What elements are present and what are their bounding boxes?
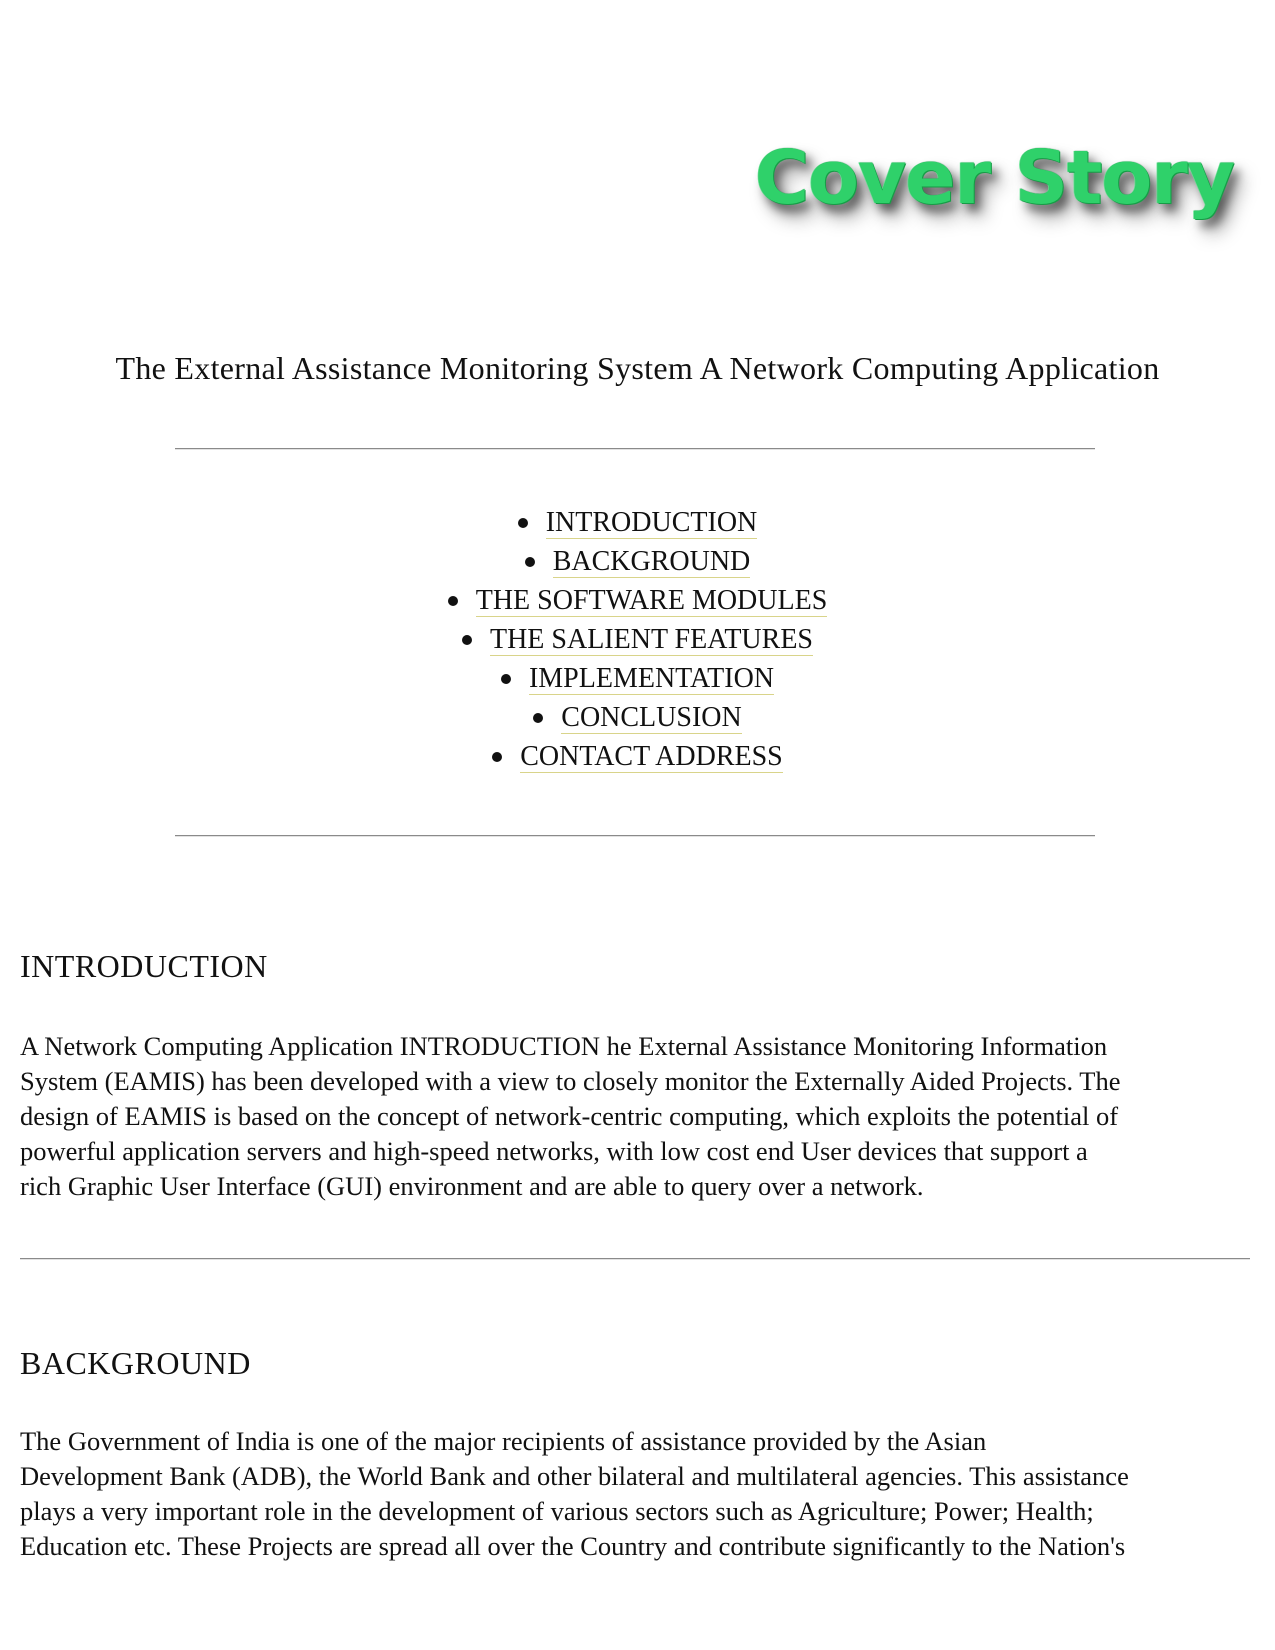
toc-item-conclusion bbox=[0, 698, 1275, 737]
toc-item-software-modules bbox=[0, 581, 1275, 620]
section-body-introduction bbox=[20, 1029, 1260, 1204]
page-subtitle: The External Assistance Monitoring System A Network Computing Application bbox=[115, 350, 1160, 386]
toc-link-contact-address[interactable]: CONTACT ADDRESS bbox=[520, 741, 783, 772]
table-of-contents bbox=[0, 503, 1275, 776]
bullet-icon bbox=[448, 596, 458, 606]
bullet-icon bbox=[525, 557, 535, 567]
toc-link-implementation[interactable]: IMPLEMENTATION bbox=[528, 663, 775, 694]
bullet-icon bbox=[518, 518, 528, 528]
bullet-icon bbox=[501, 674, 511, 684]
paragraph-line: design of EAMIS is based on the concept of network-centric computing, which exploits the potential of bbox=[20, 1101, 1119, 1131]
cover-story-logo-text: Cover Story bbox=[755, 135, 1235, 221]
section-heading-background: BACKGROUND bbox=[20, 1345, 251, 1381]
paragraph-line: rich Graphic User Interface (GUI) environment and are able to query over a network. bbox=[20, 1171, 924, 1201]
divider-top bbox=[175, 448, 1095, 450]
toc-link-introduction[interactable]: INTRODUCTION bbox=[545, 507, 758, 538]
section-body-background bbox=[20, 1424, 1260, 1564]
bullet-icon bbox=[533, 713, 543, 723]
cover-story-logo bbox=[755, 135, 1235, 245]
toc-item-salient-features bbox=[0, 620, 1275, 659]
toc-link-software-modules[interactable]: THE SOFTWARE MODULES bbox=[475, 585, 828, 616]
paragraph-line: System (EAMIS) has been developed with a view to closely monitor the Externally Aided Projects. The bbox=[20, 1066, 1121, 1096]
toc-item-introduction bbox=[0, 503, 1275, 542]
paragraph-line: A Network Computing Application INTRODUCTION he External Assistance Monitoring Information bbox=[20, 1031, 1108, 1061]
paragraph-line: Education etc. These Projects are spread all over the Country and contribute significantly to the Nation's bbox=[20, 1531, 1126, 1561]
bullet-icon bbox=[492, 752, 502, 762]
paragraph-line: Development Bank (ADB), the World Bank and other bilateral and multilateral agencies. This assistance bbox=[20, 1461, 1129, 1491]
toc-link-conclusion[interactable]: CONCLUSION bbox=[561, 702, 742, 733]
paragraph-line: plays a very important role in the development of various sectors such as Agriculture; Power; Health; bbox=[20, 1496, 1094, 1526]
divider-bottom-toc bbox=[175, 835, 1095, 837]
divider-section bbox=[20, 1258, 1250, 1260]
paragraph-line: The Government of India is one of the major recipients of assistance provided by the Asian bbox=[20, 1426, 987, 1456]
bullet-icon bbox=[462, 635, 472, 645]
toc-item-background bbox=[0, 542, 1275, 581]
toc-link-salient-features[interactable]: THE SALIENT FEATURES bbox=[489, 624, 814, 655]
toc-item-contact-address bbox=[0, 737, 1275, 776]
toc-link-background[interactable]: BACKGROUND bbox=[552, 546, 751, 577]
paragraph-line: powerful application servers and high-speed networks, with low cost end User devices that support a bbox=[20, 1136, 1088, 1166]
toc-item-implementation bbox=[0, 659, 1275, 698]
section-heading-introduction: INTRODUCTION bbox=[20, 948, 268, 984]
